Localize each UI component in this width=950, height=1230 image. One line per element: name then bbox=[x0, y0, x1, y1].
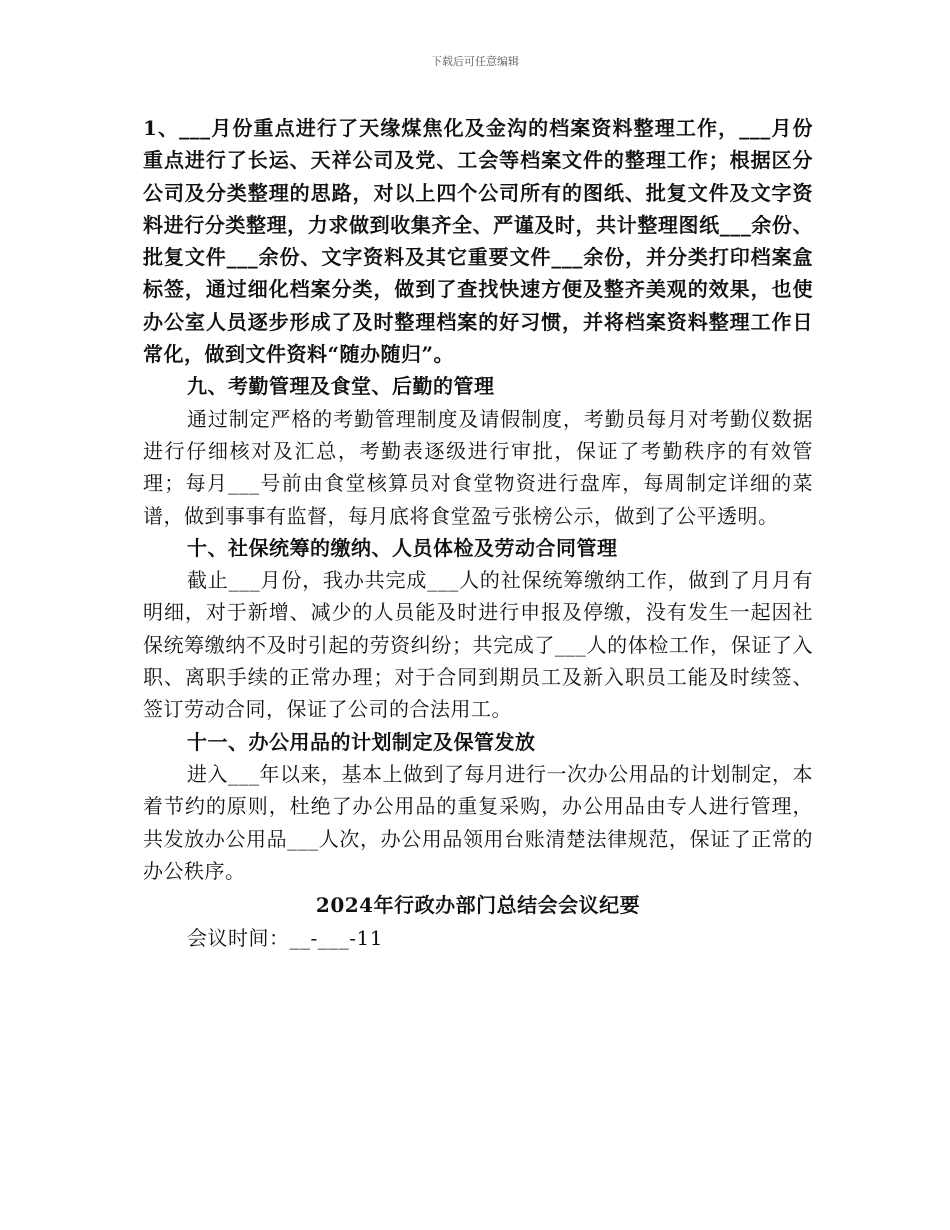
section-heading-attendance: 九、考勤管理及食堂、后勤的管理 bbox=[187, 374, 495, 399]
paragraph-archives: 1、___月份重点进行了天缘煤焦化及金沟的档案资料整理工作，___月份重点进行了长运、天祥公司及党、工会等档案文件的整理工作；根据区分公司及分类整理的思路，对以上四个公司所有的图纸、批复文件及文字资料进行分类整理，力求做到收集齐全、严谨及时，共计整理图纸___余份、批复文件___余份、文字资料及其它重要文件___余份，并分类打印档案盒标签，通过细化档案分类，做到了查找快速方便及整齐美观的效果，也使办公室人员逐步形成了及时整理档案的好习惯，并将档案资料整理工作日常化，做到文件资料“随办随归”。 bbox=[143, 116, 813, 367]
header-note: 下载后可任意编辑 bbox=[431, 55, 519, 68]
paragraph-office-supplies: 进入___年以来，基本上做到了每月进行一次办公用品的计划制定，本着节约的原则，杜绝了办公用品的重复采购，办公用品由专人进行管理，共发放办公用品___人次，办公用品领用台账清楚法律规范，保证了正常的办公秩序。 bbox=[143, 761, 813, 883]
document-body bbox=[143, 112, 813, 955]
section-heading-social-security: 十、社保统筹的缴纳、人员体检及劳动合同管理 bbox=[187, 535, 618, 560]
meeting-time: 会议时间：__-___-11 bbox=[187, 926, 383, 951]
paragraph-attendance: 通过制定严格的考勤管理制度及请假制度，考勤员每月对考勤仪数据进行仔细核对及汇总，考勤表逐级进行审批，保证了考勤秩序的有效管理；每月___号前由食堂核算员对食堂物资进行盘库，每周制定详细的菜谱，做到事事有监督，每月底将食堂盈亏张榜公示，做到了公平透明。 bbox=[143, 406, 813, 528]
document-title: 2024年行政办部门总结会会议纪要 bbox=[315, 893, 641, 918]
paragraph-social-security: 截止___月份，我办共完成___人的社保统筹缴纳工作，做到了月月有明细，对于新增、减少的人员能及时进行申报及停缴，没有发生一起因社保统筹缴纳不及时引起的劳资纠纷；共完成了___人的体检工作，保证了入职、离职手续的正常办理；对于合同到期员工及新入职员工能及时续签、签订劳动合同，保证了公司的合法用工。 bbox=[143, 568, 813, 722]
section-heading-office-supplies: 十一、办公用品的计划制定及保管发放 bbox=[187, 729, 536, 754]
